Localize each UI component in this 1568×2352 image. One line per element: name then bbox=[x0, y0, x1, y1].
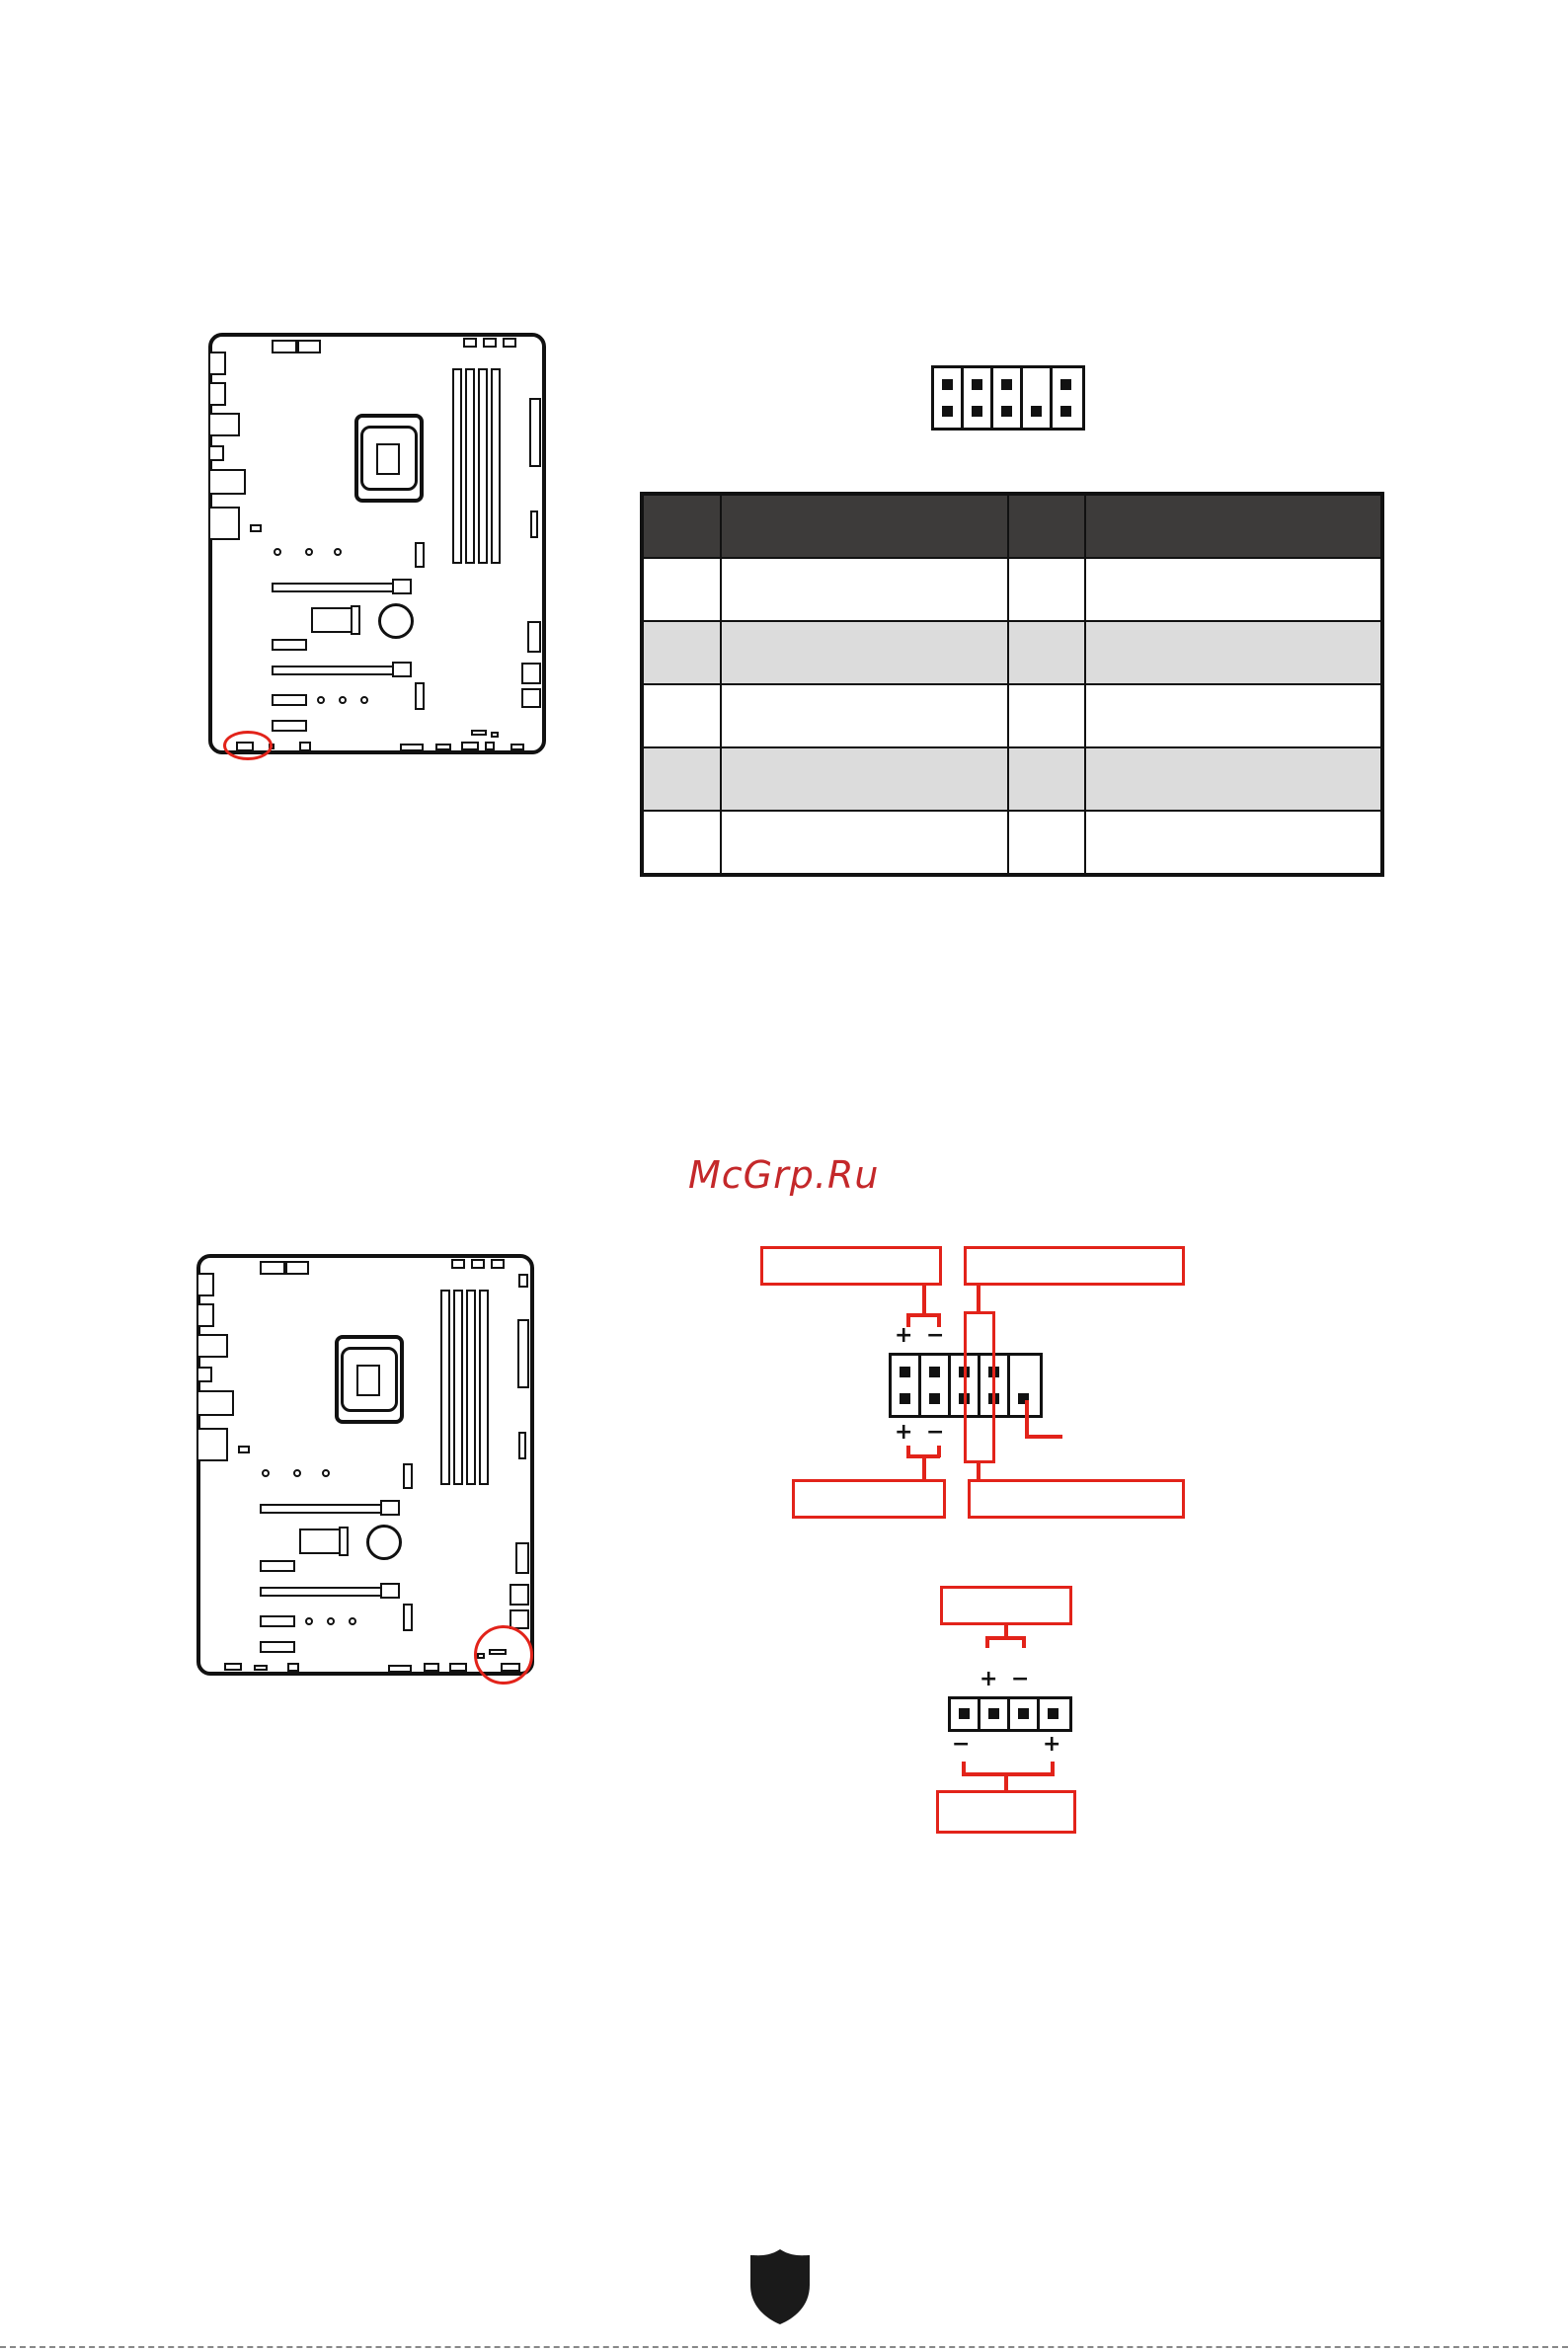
watermark-text: McGrp.Ru bbox=[688, 1153, 880, 1197]
pin-sign-top-plus: + bbox=[895, 1323, 913, 1348]
table-row bbox=[642, 811, 1382, 875]
label-box-top-right bbox=[964, 1246, 1185, 1286]
small-pin-sign-plus: + bbox=[980, 1667, 998, 1691]
table-row bbox=[642, 621, 1382, 684]
motherboard-diagram-top bbox=[208, 333, 546, 754]
table-row bbox=[642, 747, 1382, 811]
label-box-small-top bbox=[940, 1586, 1072, 1625]
small-pin-sign-bottom-minus: − bbox=[952, 1732, 971, 1757]
table-row bbox=[642, 684, 1382, 747]
table-header-row bbox=[642, 494, 1382, 558]
label-box-bottom-right bbox=[968, 1479, 1185, 1519]
highlight-connector-bottom bbox=[474, 1625, 533, 1685]
pin-sign-bottom-plus: + bbox=[895, 1420, 913, 1445]
pin-group-bracket bbox=[964, 1311, 995, 1463]
small-pin-sign-minus: − bbox=[1011, 1667, 1030, 1691]
label-box-top-left bbox=[760, 1246, 942, 1286]
pin-sign-top-minus: − bbox=[926, 1323, 945, 1348]
pin-sign-bottom-minus: − bbox=[926, 1420, 945, 1445]
pin-header-10pin-top bbox=[931, 365, 1085, 431]
pin-definition-table bbox=[640, 492, 1384, 877]
shield-icon bbox=[748, 2247, 812, 2326]
small-pin-sign-bottom-plus: + bbox=[1043, 1732, 1061, 1757]
motherboard-diagram-bottom bbox=[196, 1254, 534, 1676]
page-bottom-divider bbox=[0, 2346, 1568, 2348]
label-box-bottom-left bbox=[792, 1479, 946, 1519]
small-4pin-header bbox=[948, 1696, 1072, 1732]
table-row bbox=[642, 558, 1382, 621]
highlight-connector-top bbox=[223, 731, 273, 760]
label-box-small-bottom bbox=[936, 1790, 1076, 1834]
